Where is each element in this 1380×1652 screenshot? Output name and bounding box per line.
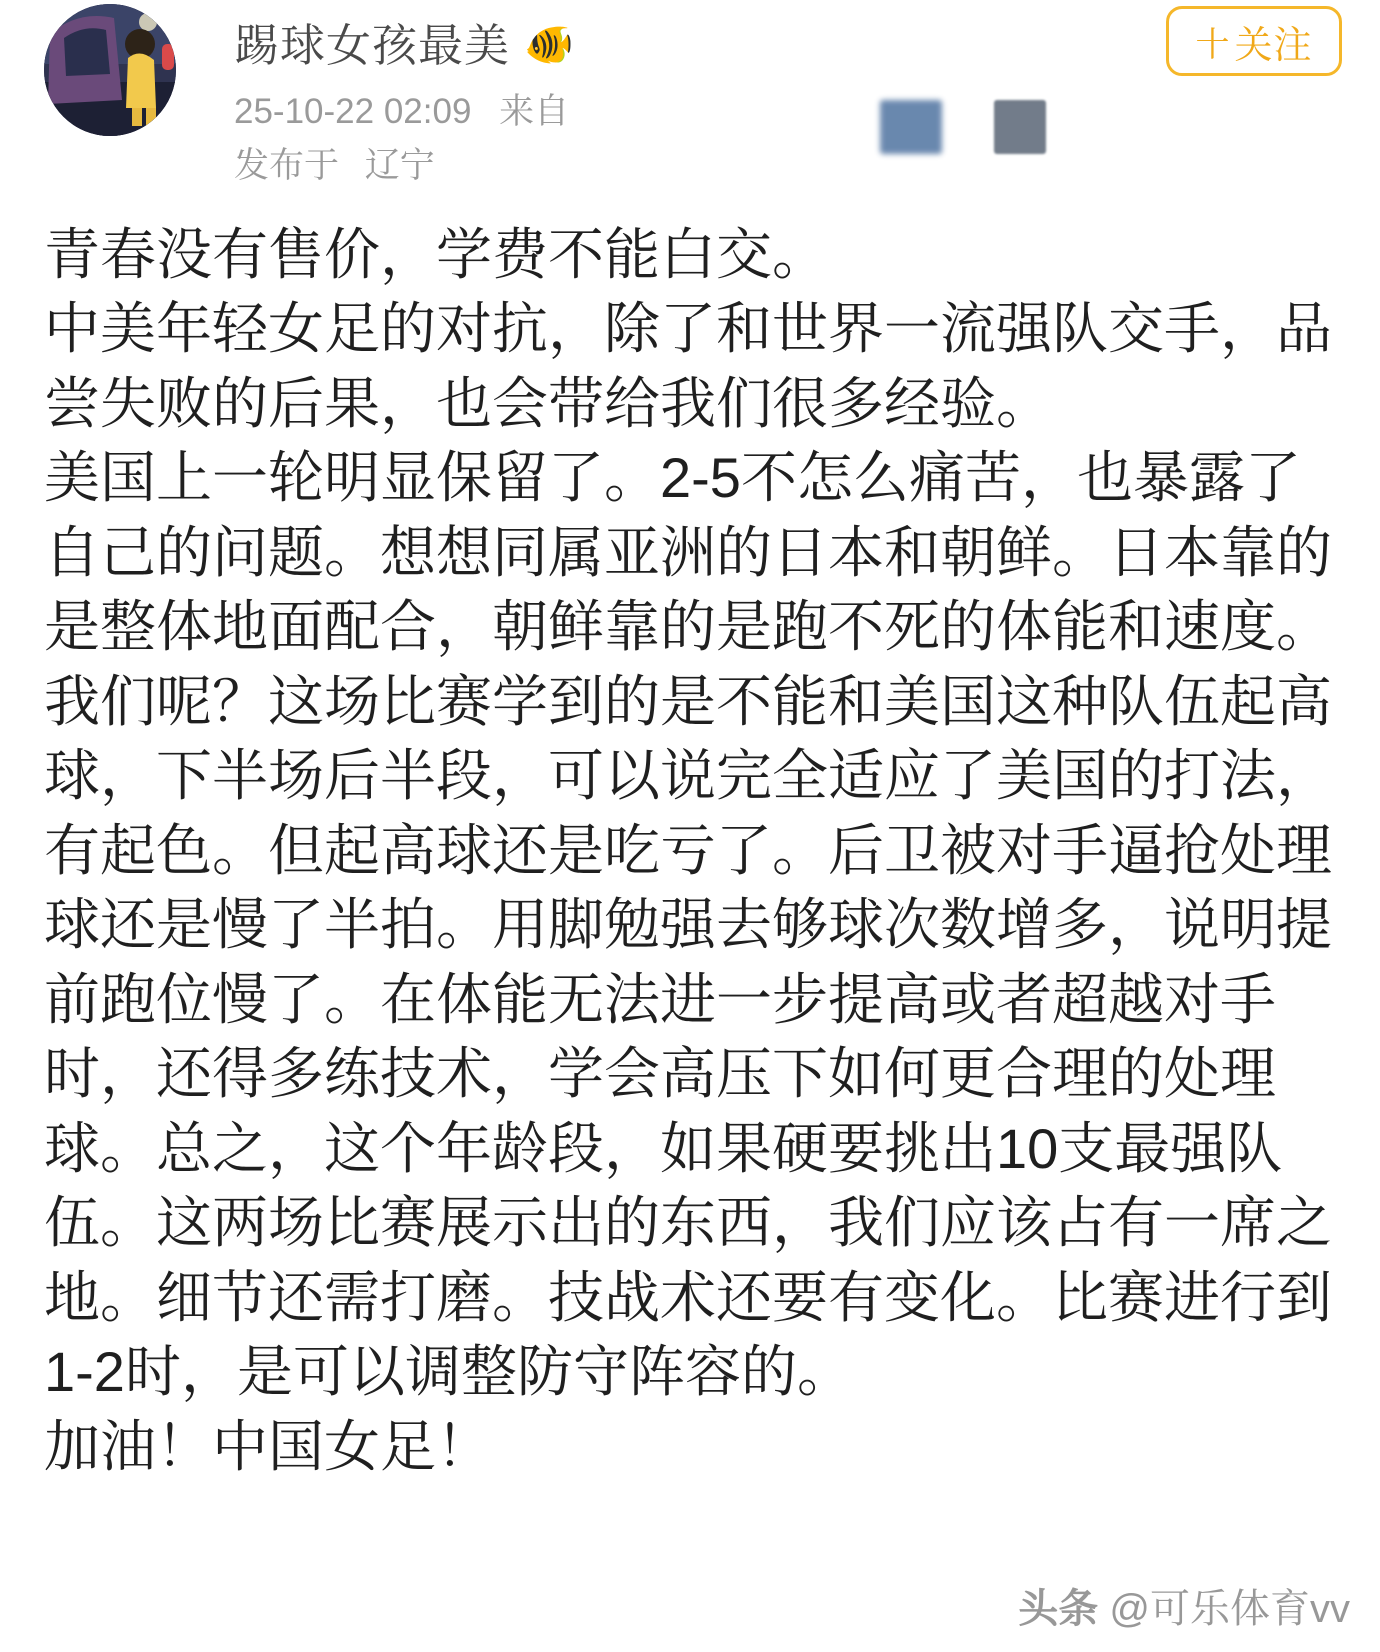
redacted-block-2 bbox=[994, 100, 1046, 154]
plus-icon: 十 bbox=[1195, 25, 1231, 64]
content-paragraph: 青春没有售价，学费不能白交。 bbox=[44, 223, 828, 286]
fish-emoji-icon: 🐠 bbox=[524, 23, 574, 67]
content-paragraph: 加油！中国女足！ bbox=[44, 1414, 492, 1478]
post-header bbox=[0, 0, 1380, 200]
content-paragraph: 中美年轻女足的对抗，除了和世界一流强队交手，品尝失败的后果，也会带给我们很多经验。 bbox=[44, 297, 1332, 435]
user-nickname[interactable]: 踢球女孩最美 bbox=[234, 19, 511, 71]
follow-button-label: 关注 bbox=[1234, 24, 1313, 67]
post-content bbox=[0, 200, 1380, 1484]
content-paragraph: 美国上一轮明显保留了。2-5不怎么痛苦，也暴露了自己的问题。想想同属亚洲的日本和朝鲜。日本靠的是整体地面配合，朝鲜靠的是跑不死的体能和速度。我们呢？这场比赛学到的是不能和美国这种队伍起高球，下半场后半段，可以说完全适应了美国的打法，有起色。但起高球还是吃亏了。后卫被对手逼抢处理球还是慢了半拍。用脚勉强去够球次数增多，说明提前跑位慢了。在体能无法进一步提高或者超越对手时，还得多练技术，学会高压下如何更合理的处理球。总之，这个年龄段，如果硬要挑出10支最强队伍。这两场比赛展示出的东西，我们应该占有一席之地。细节还需打磨。技战术还要有变化。比赛进行到1-2时，是可以调整防守阵容的。 bbox=[44, 446, 1332, 1404]
watermark-logo: 头条 bbox=[1018, 1587, 1099, 1631]
publish-region: 辽宁 bbox=[364, 145, 435, 185]
watermark bbox=[1018, 1577, 1350, 1634]
post-location-row bbox=[234, 144, 1354, 188]
post-meta-row bbox=[234, 90, 1354, 134]
follow-button[interactable] bbox=[1166, 6, 1342, 76]
redacted-block-1 bbox=[880, 100, 942, 154]
publish-label: 发布于 bbox=[234, 145, 340, 185]
watermark-text: @可乐体育vv bbox=[1109, 1587, 1350, 1631]
post-timestamp: 25-10-22 02:09 bbox=[234, 92, 472, 131]
avatar-illustration bbox=[44, 4, 176, 136]
post-source-prefix[interactable]: 来自 bbox=[499, 92, 570, 131]
avatar[interactable] bbox=[44, 4, 176, 136]
